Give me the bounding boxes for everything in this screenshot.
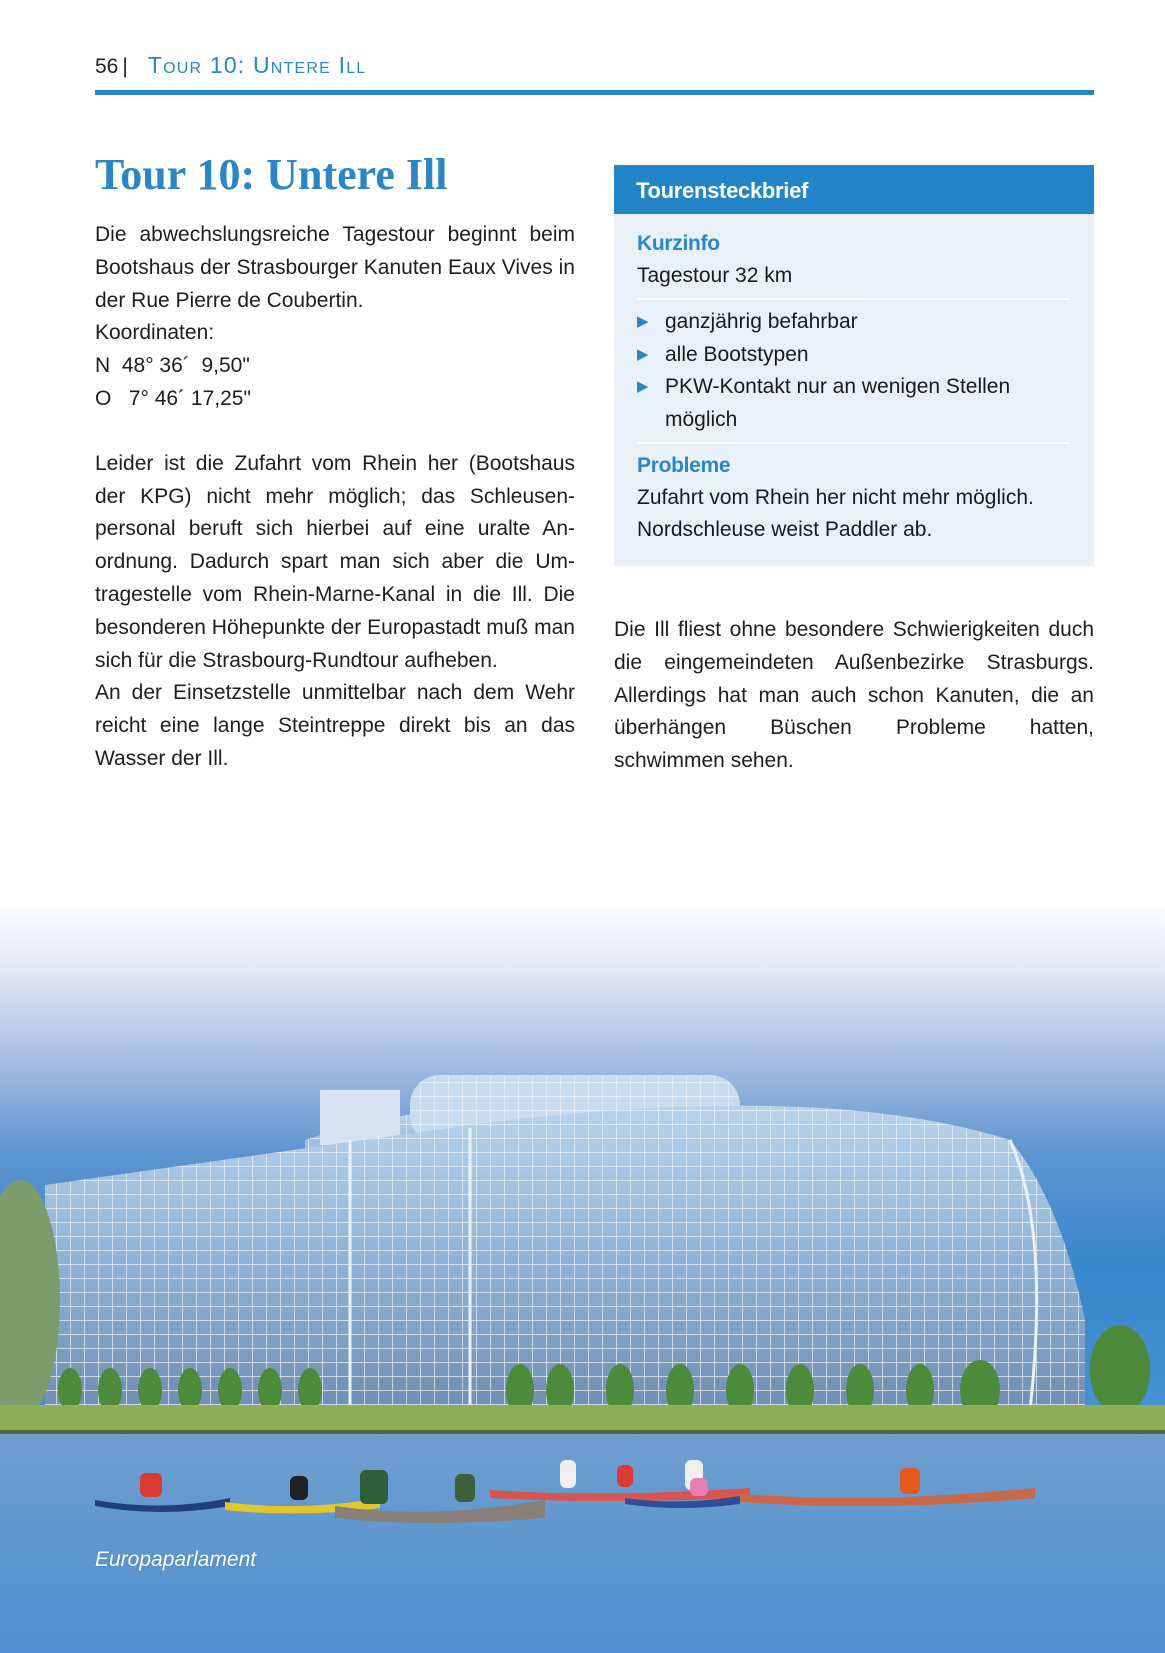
tour-profile-box xyxy=(614,165,1094,566)
list-item: ▶ ganzjährig befahrbar xyxy=(637,306,1070,339)
left-column xyxy=(95,145,575,776)
kurzinfo-text: Tagestour 32 km xyxy=(637,264,793,287)
triangle-right-icon: ▶ xyxy=(637,378,649,395)
probleme-text: Zufahrt vom Rhein her nicht mehr möglich. Nordschleuse weist Paddler ab. xyxy=(637,486,1034,541)
running-head-title: Tour 10: Untere Ill xyxy=(147,52,367,78)
divider xyxy=(637,298,1070,300)
photo-caption: Europaparlament xyxy=(95,1548,257,1571)
divider xyxy=(637,442,1070,444)
probleme-heading: Probleme xyxy=(637,454,731,477)
running-head xyxy=(95,52,366,82)
list-item: ▶ alle Bootstypen xyxy=(637,339,1070,372)
tour-profile-header: Tourensteckbrief xyxy=(614,165,1094,214)
triangle-right-icon: ▶ xyxy=(637,345,649,363)
river-paragraph: Die Ill fliest ohne besondere Schwierigkeiten duch die eingemeindeten Außenbezirke Strasburgs. Allerdings hat man auch schon Kanuten, die an überhängen Büschen Probleme hatten, schwimmen sehen. xyxy=(614,618,1094,773)
coordinate-east: O 7° 46´ 17,25" xyxy=(95,386,251,410)
feature-list xyxy=(637,306,1070,436)
page-number: 56 xyxy=(95,55,119,78)
intro-paragraph: Die abwechslungsreiche Tagestour beginnt beim Bootshaus der Strasbourger Kanuten Eaux Vives in der Rue Pierre de Coubertin. xyxy=(95,223,575,312)
triangle-right-icon: ▶ xyxy=(637,313,649,330)
list-item: ▶ PKW-Kontakt nur an wenigen Stellen möglich xyxy=(637,371,1070,436)
header-rule xyxy=(95,90,1094,95)
kurzinfo-heading: Kurzinfo xyxy=(637,232,720,255)
coordinate-north: N 48° 36´ 9,50" xyxy=(95,354,250,378)
page-title: Tour 10: Untere Ill xyxy=(95,150,448,199)
coordinates-label: Koordinaten: xyxy=(95,321,215,345)
europaparlament-photo xyxy=(0,900,1165,1653)
right-column xyxy=(614,614,1094,778)
running-head-separator: | xyxy=(122,55,128,78)
launch-paragraph: An der Einsetzstelle unmittelbar nach dem Wehr reicht eine lange Steintreppe direkt bis an das Wasser der Ill. xyxy=(95,681,575,770)
access-paragraph: Leider ist die Zufahrt vom Rhein her (Bootshaus der KPG) nicht mehr möglich; das Schleusenpersonal beruft sich hierbei auf eine uralte Anordnung. Dadurch spart man sich aber die Umtragestelle vom Rhein-Marne-Kanal in die Ill. Die besonderen Höhepunkte der Europastadt muß man sich für die Strasbourg-Rundtour aufheben. xyxy=(95,451,575,672)
